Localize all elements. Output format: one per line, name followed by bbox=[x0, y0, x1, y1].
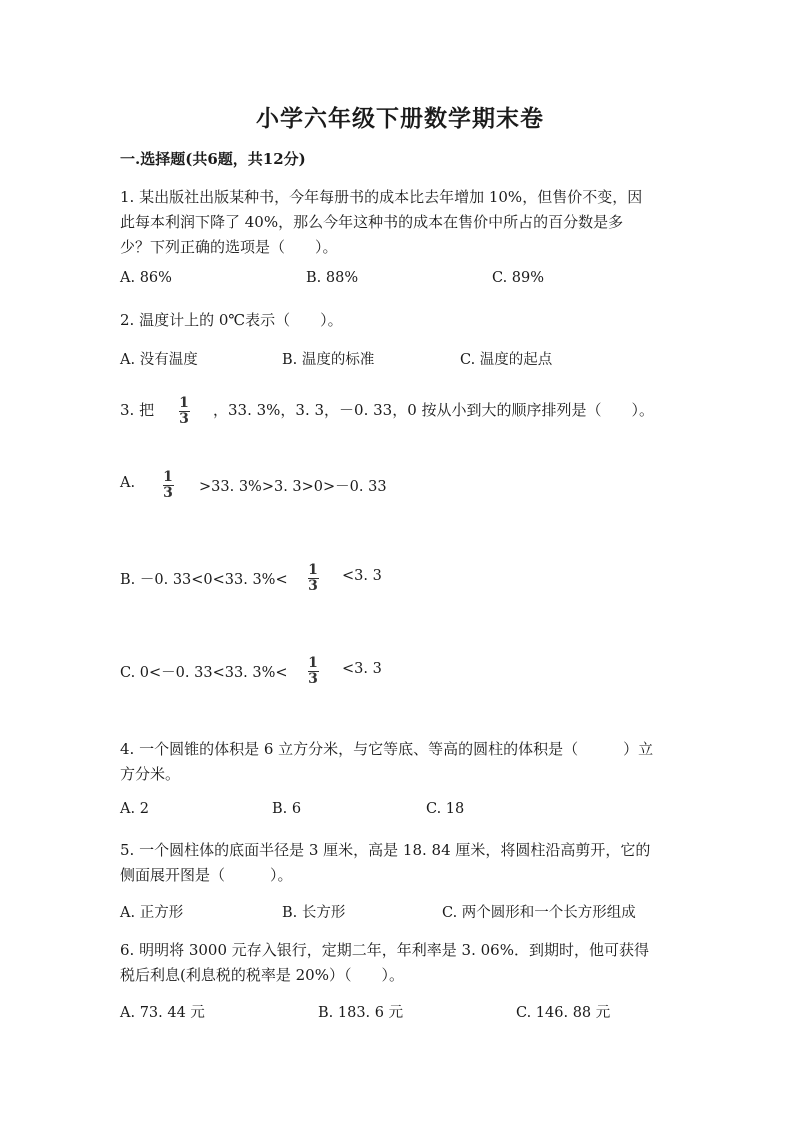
question-5-option-b[interactable]: B. 长方形 bbox=[282, 905, 346, 921]
fraction-numerator: 1 bbox=[308, 562, 318, 578]
question-1-line-3: 少？下列正确的选项是（ ）。 bbox=[120, 238, 338, 256]
question-3-suffix: ，33. 3%，3. 3，－0. 33，0 按从小到大的顺序排列是（ ）。 bbox=[213, 401, 655, 419]
fraction-one-third bbox=[177, 396, 191, 427]
question-6-option-a[interactable]: A. 73. 44 元 bbox=[120, 1005, 205, 1021]
page-title: 小学六年级下册数学期末卷 bbox=[256, 105, 544, 132]
question-6-line-1: 6. 明明将 3000 元存入银行，定期二年，年利率是 3. 06%．到期时，他可获得 bbox=[120, 941, 649, 959]
question-6-option-b[interactable]: B. 183. 6 元 bbox=[318, 1005, 404, 1021]
option-c-tail: <3. 3 bbox=[342, 661, 382, 677]
fraction-one-third bbox=[306, 656, 320, 687]
question-2-option-a[interactable]: A. 没有温度 bbox=[120, 352, 198, 368]
fraction-denominator: 3 bbox=[308, 578, 318, 594]
question-2-option-c[interactable]: C. 温度的起点 bbox=[460, 352, 553, 368]
question-4-option-b[interactable]: B. 6 bbox=[272, 801, 302, 817]
option-a-label: A. bbox=[120, 475, 136, 491]
question-5-option-c[interactable]: C. 两个圆形和一个长方形组成 bbox=[442, 905, 636, 921]
fraction-numerator: 1 bbox=[308, 655, 318, 671]
question-4-option-c[interactable]: C. 18 bbox=[426, 801, 465, 817]
question-1-option-b[interactable]: B. 88% bbox=[306, 270, 359, 286]
fraction-numerator: 1 bbox=[179, 395, 189, 411]
question-5-option-a[interactable]: A. 正方形 bbox=[120, 905, 184, 921]
fraction-denominator: 3 bbox=[308, 671, 318, 687]
option-c-text: C. 0<－0. 33<33. 3%< bbox=[120, 665, 288, 681]
question-5-line-1: 5. 一个圆柱体的底面半径是 3 厘米，高是 18. 84 厘米，将圆柱沿高剪开，它的 bbox=[120, 841, 651, 859]
fraction-one-third bbox=[306, 563, 320, 594]
question-2-text: 2. 温度计上的 0℃表示（ ）。 bbox=[120, 311, 343, 329]
fraction-one-third bbox=[161, 470, 175, 501]
question-6-option-c[interactable]: C. 146. 88 元 bbox=[516, 1005, 611, 1021]
question-4-option-a[interactable]: A. 2 bbox=[120, 801, 149, 817]
question-3-prefix: 3. 把 bbox=[120, 401, 155, 419]
question-1-line-1: 1. 某出版社出版某种书，今年每册书的成本比去年增加 10%，但售价不变，因 bbox=[120, 188, 643, 206]
question-1-option-a[interactable]: A. 86% bbox=[120, 270, 172, 286]
question-4-line-1: 4. 一个圆锥的体积是 6 立方分米，与它等底、等高的圆柱的体积是（ ）立 bbox=[120, 740, 654, 758]
question-4-line-2: 方分米。 bbox=[120, 765, 181, 783]
question-5-line-2: 侧面展开图是（ ）。 bbox=[120, 866, 293, 884]
option-b-text: B. －0. 33<0<33. 3%< bbox=[120, 572, 288, 588]
option-b-tail: <3. 3 bbox=[342, 568, 382, 584]
fraction-denominator: 3 bbox=[179, 411, 189, 427]
question-1-option-c[interactable]: C. 89% bbox=[492, 270, 545, 286]
fraction-denominator: 3 bbox=[163, 485, 173, 501]
question-2-option-b[interactable]: B. 温度的标准 bbox=[282, 352, 375, 368]
question-1-line-2: 此每本利润下降了 40%，那么今年这种书的成本在售价中所占的百分数是多 bbox=[120, 213, 624, 231]
section-heading: 一.选择题(共6题，共12分) bbox=[120, 150, 306, 168]
fraction-numerator: 1 bbox=[163, 469, 173, 485]
option-a-text: >33. 3%>3. 3>0>－0. 33 bbox=[199, 479, 387, 495]
question-6-line-2: 税后利息(利息税的税率是 20%）（ ）。 bbox=[120, 966, 404, 984]
